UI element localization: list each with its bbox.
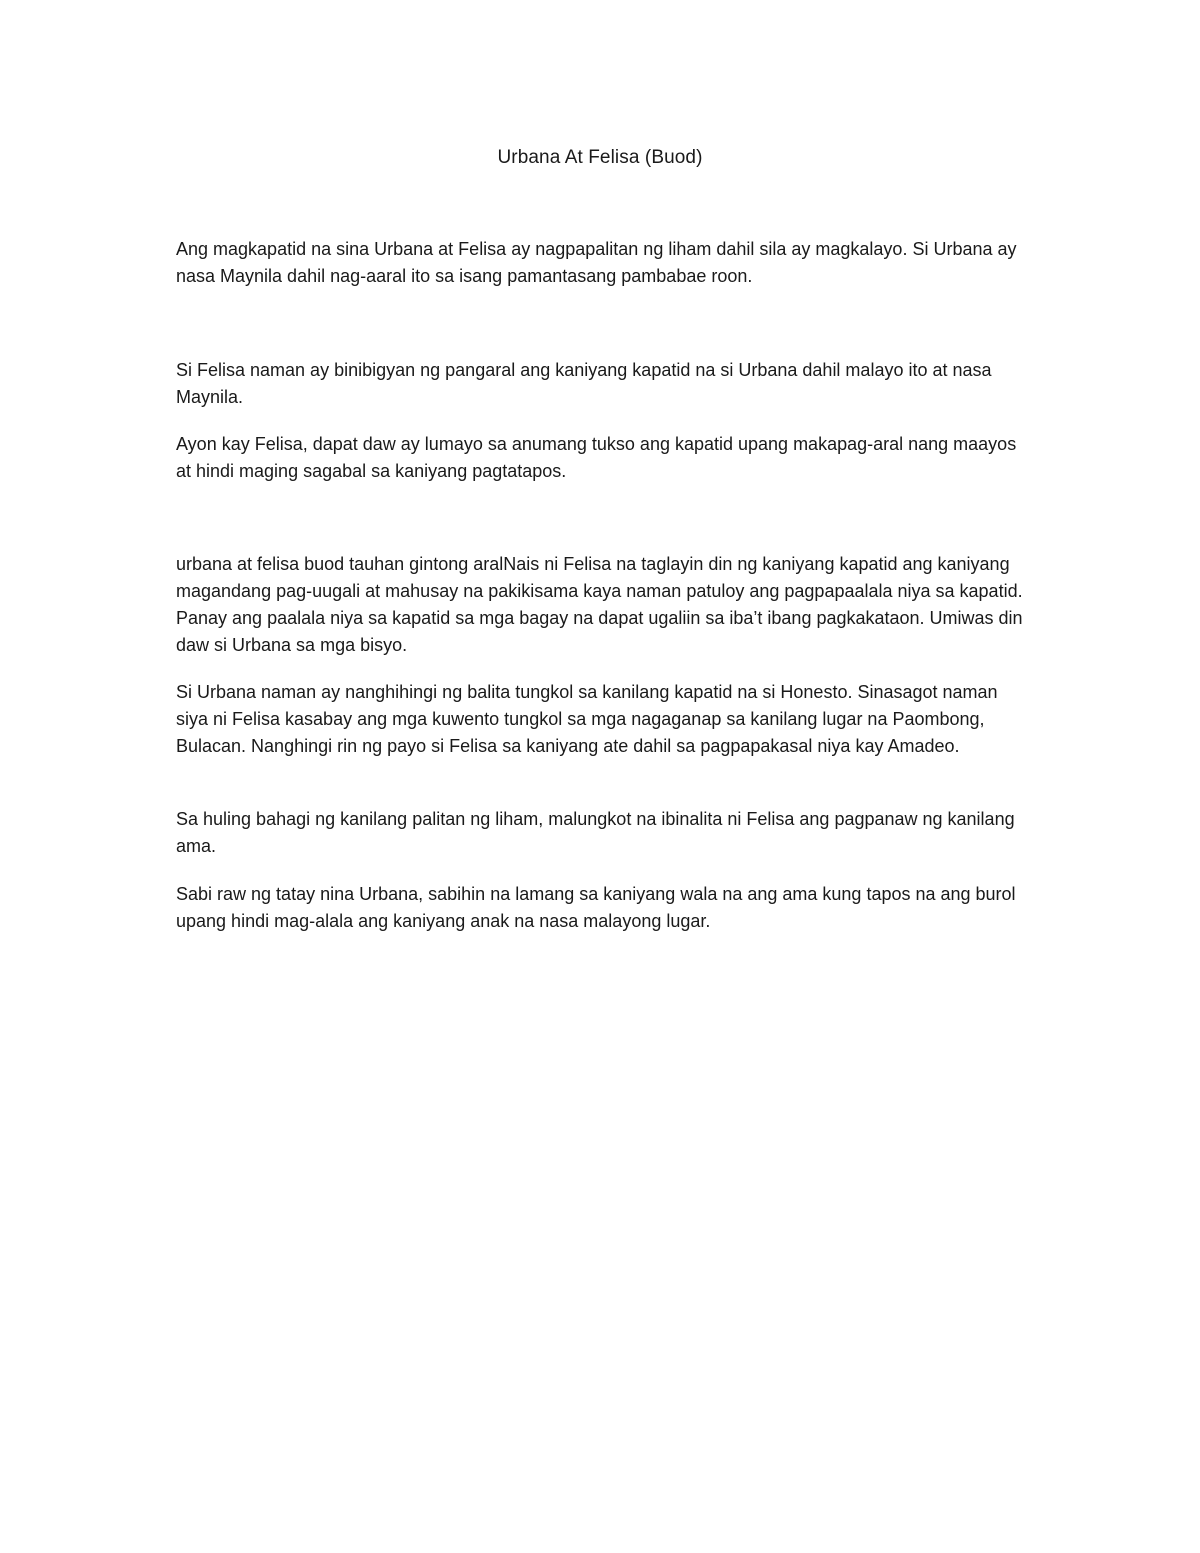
paragraph-2: Si Felisa naman ay binibigyan ng pangaral ang kaniyang kapatid na si Urbana dahil malayo ito at nasa Maynila.: [176, 360, 992, 407]
document-title: Urbana At Felisa (Buod): [497, 147, 703, 168]
paragraph-6: Sa huling bahagi ng kanilang palitan ng liham, malungkot na ibinalita ni Felisa ang pagpanaw ng kanilang ama.: [176, 809, 1015, 856]
paragraph-5: Si Urbana naman ay nanghihingi ng balita tungkol sa kanilang kapatid na si Honesto. Sinasagot naman siya ni Felisa kasabay ang mga kuwento tungkol sa mga nagaganap sa kanilang lugar na Paombong, Bulacan. Nanghingi rin ng payo si Felisa sa kaniyang ate dahil sa pagpapakasal niya kay Amadeo.: [176, 682, 998, 756]
paragraph-3: Ayon kay Felisa, dapat daw ay lumayo sa anumang tukso ang kapatid upang makapag-aral nang maayos at hindi maging sagabal sa kaniyang pagtatapos.: [176, 434, 1017, 481]
paragraph-4: urbana at felisa buod tauhan gintong aralNais ni Felisa na taglayin din ng kaniyang kapatid ang kaniyang magandang pag-uugali at mahusay na pakikisama kaya naman patuloy ang pagpapaalala niya sa kapatid. Panay ang paalala niya sa kapatid sa mga bagay na dapat ugaliin sa iba’t ibang pagkakataon. Umiwas din daw si Urbana sa mga bisyo.: [176, 554, 1023, 655]
paragraph-1: Ang magkapatid na sina Urbana at Felisa ay nagpapalitan ng liham dahil sila ay magkalayo. Si Urbana ay nasa Maynila dahil nag-aaral ito sa isang pamantasang pambabae roon.: [176, 239, 1017, 286]
paragraph-7: Sabi raw ng tatay nina Urbana, sabihin na lamang sa kaniyang wala na ang ama kung tapos na ang burol upang hindi mag-alala ang kaniyang anak na nasa malayong lugar.: [176, 884, 1016, 931]
